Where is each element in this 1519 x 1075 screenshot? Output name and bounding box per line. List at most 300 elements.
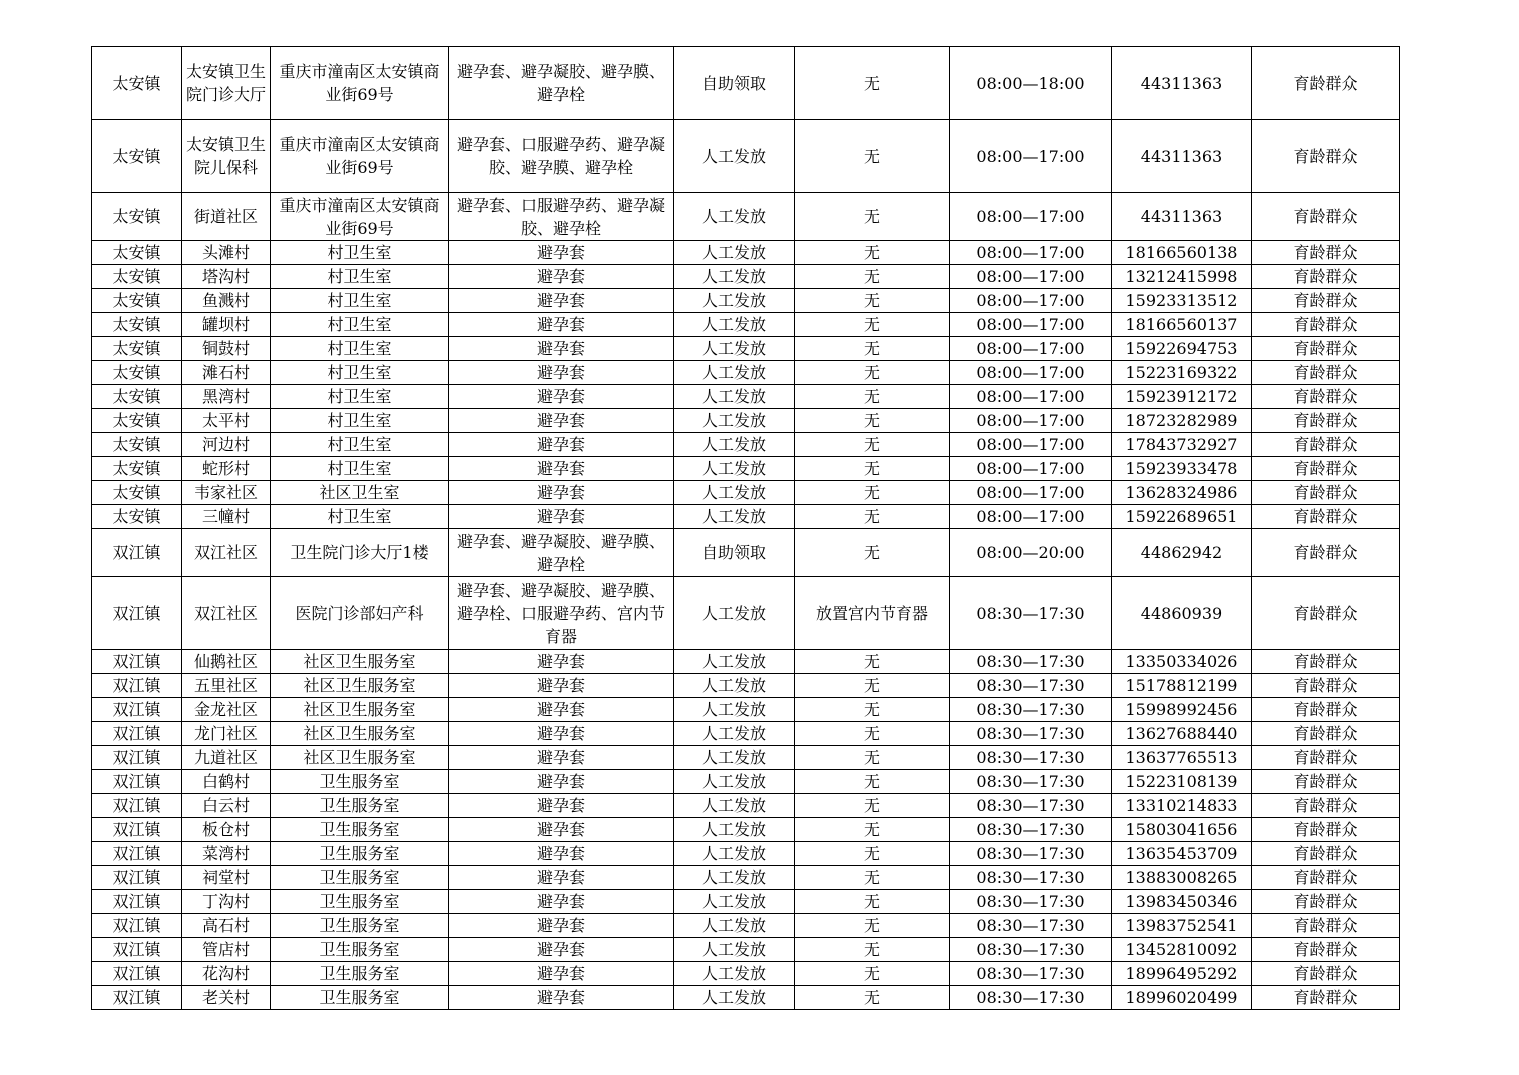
cell-target: 育龄群众: [1252, 746, 1400, 770]
cell-supplies: 避孕套: [449, 770, 674, 794]
cell-location: 卫生服务室: [271, 914, 449, 938]
cell-method: 人工发放: [674, 794, 795, 818]
cell-target: 育龄群众: [1252, 842, 1400, 866]
cell-service: 无: [795, 746, 950, 770]
cell-service: 无: [795, 866, 950, 890]
cell-hours: 08:00—17:00: [950, 385, 1112, 409]
cell-location: 社区卫生服务室: [271, 698, 449, 722]
cell-target: 育龄群众: [1252, 120, 1400, 193]
cell-hours: 08:30—17:30: [950, 674, 1112, 698]
cell-town: 双江镇: [92, 794, 182, 818]
table-row: [92, 770, 1400, 794]
cell-service: 无: [795, 289, 950, 313]
cell-supplies: 避孕套、口服避孕药、避孕凝胶、避孕栓: [449, 193, 674, 241]
cell-phone: 15178812199: [1112, 674, 1252, 698]
cell-service: 无: [795, 47, 950, 120]
cell-town: 太安镇: [92, 313, 182, 337]
cell-location: 卫生服务室: [271, 866, 449, 890]
cell-site: 白鹤村: [182, 770, 271, 794]
cell-location: 社区卫生服务室: [271, 650, 449, 674]
table-row: [92, 241, 1400, 265]
cell-target: 育龄群众: [1252, 650, 1400, 674]
cell-service: 无: [795, 770, 950, 794]
cell-method: 自助领取: [674, 529, 795, 577]
cell-location: 村卫生室: [271, 409, 449, 433]
cell-service: 无: [795, 337, 950, 361]
cell-hours: 08:30—17:30: [950, 770, 1112, 794]
cell-supplies: 避孕套: [449, 866, 674, 890]
table-row: [92, 289, 1400, 313]
table-row: [92, 746, 1400, 770]
cell-town: 双江镇: [92, 650, 182, 674]
cell-hours: 08:30—17:30: [950, 794, 1112, 818]
cell-target: 育龄群众: [1252, 457, 1400, 481]
cell-phone: 13452810092: [1112, 938, 1252, 962]
cell-site: 板仓村: [182, 818, 271, 842]
cell-supplies: 避孕套: [449, 938, 674, 962]
cell-phone: 44862942: [1112, 529, 1252, 577]
cell-supplies: 避孕套: [449, 890, 674, 914]
cell-site: 丁沟村: [182, 890, 271, 914]
cell-service: 无: [795, 361, 950, 385]
cell-town: 太安镇: [92, 433, 182, 457]
table-row: [92, 938, 1400, 962]
cell-target: 育龄群众: [1252, 361, 1400, 385]
cell-site: 太安镇卫生院门诊大厅: [182, 47, 271, 120]
cell-phone: 44860939: [1112, 577, 1252, 650]
cell-method: 人工发放: [674, 818, 795, 842]
cell-method: 人工发放: [674, 986, 795, 1010]
cell-phone: 18996020499: [1112, 986, 1252, 1010]
cell-target: 育龄群众: [1252, 986, 1400, 1010]
cell-site: 祠堂村: [182, 866, 271, 890]
cell-hours: 08:00—17:00: [950, 481, 1112, 505]
cell-hours: 08:30—17:30: [950, 650, 1112, 674]
cell-supplies: 避孕套: [449, 818, 674, 842]
cell-supplies: 避孕套: [449, 962, 674, 986]
cell-town: 太安镇: [92, 409, 182, 433]
cell-site: 老关村: [182, 986, 271, 1010]
cell-supplies: 避孕套、避孕凝胶、避孕膜、避孕栓: [449, 529, 674, 577]
cell-service: 无: [795, 409, 950, 433]
cell-town: 双江镇: [92, 938, 182, 962]
cell-supplies: 避孕套: [449, 914, 674, 938]
cell-service: 无: [795, 962, 950, 986]
cell-target: 育龄群众: [1252, 313, 1400, 337]
cell-method: 人工发放: [674, 337, 795, 361]
cell-site: 双江社区: [182, 529, 271, 577]
cell-target: 育龄群众: [1252, 794, 1400, 818]
cell-phone: 17843732927: [1112, 433, 1252, 457]
cell-method: 人工发放: [674, 938, 795, 962]
cell-target: 育龄群众: [1252, 433, 1400, 457]
cell-service: 无: [795, 481, 950, 505]
cell-hours: 08:00—17:00: [950, 457, 1112, 481]
cell-supplies: 避孕套、口服避孕药、避孕凝胶、避孕膜、避孕栓: [449, 120, 674, 193]
cell-location: 村卫生室: [271, 433, 449, 457]
cell-location: 重庆市潼南区太安镇商业街69号: [271, 47, 449, 120]
cell-phone: 15223169322: [1112, 361, 1252, 385]
cell-target: 育龄群众: [1252, 962, 1400, 986]
cell-supplies: 避孕套: [449, 746, 674, 770]
cell-site: 滩石村: [182, 361, 271, 385]
cell-site: 韦家社区: [182, 481, 271, 505]
cell-supplies: 避孕套: [449, 313, 674, 337]
cell-hours: 08:00—17:00: [950, 120, 1112, 193]
cell-town: 双江镇: [92, 914, 182, 938]
cell-phone: 13983752541: [1112, 914, 1252, 938]
cell-method: 人工发放: [674, 481, 795, 505]
cell-phone: 13627688440: [1112, 722, 1252, 746]
cell-town: 太安镇: [92, 193, 182, 241]
cell-method: 人工发放: [674, 746, 795, 770]
cell-town: 双江镇: [92, 722, 182, 746]
cell-method: 人工发放: [674, 770, 795, 794]
cell-service: 无: [795, 193, 950, 241]
cell-location: 社区卫生室: [271, 481, 449, 505]
cell-location: 村卫生室: [271, 385, 449, 409]
cell-phone: 15922694753: [1112, 337, 1252, 361]
cell-phone: 15922689651: [1112, 505, 1252, 529]
cell-service: 无: [795, 938, 950, 962]
cell-service: 无: [795, 674, 950, 698]
cell-supplies: 避孕套: [449, 481, 674, 505]
cell-town: 双江镇: [92, 770, 182, 794]
cell-method: 人工发放: [674, 193, 795, 241]
cell-hours: 08:00—17:00: [950, 265, 1112, 289]
cell-target: 育龄群众: [1252, 890, 1400, 914]
cell-location: 社区卫生服务室: [271, 746, 449, 770]
cell-supplies: 避孕套: [449, 241, 674, 265]
cell-phone: 13635453709: [1112, 842, 1252, 866]
table-row: [92, 650, 1400, 674]
distribution-table: [91, 46, 1400, 1010]
cell-target: 育龄群众: [1252, 674, 1400, 698]
cell-location: 卫生服务室: [271, 842, 449, 866]
cell-town: 太安镇: [92, 505, 182, 529]
cell-target: 育龄群众: [1252, 698, 1400, 722]
cell-supplies: 避孕套、避孕凝胶、避孕膜、避孕栓: [449, 47, 674, 120]
table-row: [92, 698, 1400, 722]
cell-method: 人工发放: [674, 577, 795, 650]
cell-phone: 15923933478: [1112, 457, 1252, 481]
cell-phone: 18723282989: [1112, 409, 1252, 433]
cell-supplies: 避孕套: [449, 674, 674, 698]
table-row: [92, 505, 1400, 529]
cell-service: 无: [795, 842, 950, 866]
cell-site: 五里社区: [182, 674, 271, 698]
cell-phone: 15803041656: [1112, 818, 1252, 842]
cell-target: 育龄群众: [1252, 289, 1400, 313]
table-row: [92, 265, 1400, 289]
cell-method: 人工发放: [674, 433, 795, 457]
cell-method: 自助领取: [674, 47, 795, 120]
cell-target: 育龄群众: [1252, 481, 1400, 505]
cell-method: 人工发放: [674, 457, 795, 481]
cell-hours: 08:30—17:30: [950, 962, 1112, 986]
cell-method: 人工发放: [674, 914, 795, 938]
cell-service: 无: [795, 818, 950, 842]
cell-town: 双江镇: [92, 890, 182, 914]
cell-phone: 13883008265: [1112, 866, 1252, 890]
cell-method: 人工发放: [674, 650, 795, 674]
cell-site: 黑湾村: [182, 385, 271, 409]
cell-location: 卫生服务室: [271, 938, 449, 962]
cell-target: 育龄群众: [1252, 577, 1400, 650]
table-row: [92, 385, 1400, 409]
cell-town: 太安镇: [92, 361, 182, 385]
cell-location: 村卫生室: [271, 313, 449, 337]
cell-phone: 44311363: [1112, 120, 1252, 193]
cell-town: 太安镇: [92, 265, 182, 289]
cell-hours: 08:30—17:30: [950, 986, 1112, 1010]
cell-service: 无: [795, 914, 950, 938]
cell-hours: 08:30—17:30: [950, 722, 1112, 746]
cell-method: 人工发放: [674, 890, 795, 914]
cell-target: 育龄群众: [1252, 529, 1400, 577]
cell-target: 育龄群众: [1252, 722, 1400, 746]
cell-site: 菜湾村: [182, 842, 271, 866]
cell-service: 无: [795, 385, 950, 409]
cell-hours: 08:30—17:30: [950, 842, 1112, 866]
cell-target: 育龄群众: [1252, 938, 1400, 962]
table-row: [92, 481, 1400, 505]
cell-target: 育龄群众: [1252, 47, 1400, 120]
cell-town: 双江镇: [92, 866, 182, 890]
cell-hours: 08:00—17:00: [950, 241, 1112, 265]
cell-hours: 08:00—18:00: [950, 47, 1112, 120]
cell-hours: 08:30—17:30: [950, 746, 1112, 770]
cell-town: 太安镇: [92, 385, 182, 409]
cell-site: 花沟村: [182, 962, 271, 986]
cell-town: 太安镇: [92, 289, 182, 313]
cell-location: 卫生服务室: [271, 794, 449, 818]
cell-location: 村卫生室: [271, 265, 449, 289]
cell-site: 双江社区: [182, 577, 271, 650]
table-row: [92, 313, 1400, 337]
cell-location: 卫生院门诊大厅1楼: [271, 529, 449, 577]
cell-service: 无: [795, 241, 950, 265]
cell-supplies: 避孕套: [449, 289, 674, 313]
cell-hours: 08:00—17:00: [950, 193, 1112, 241]
cell-town: 双江镇: [92, 674, 182, 698]
cell-service: 放置宫内节育器: [795, 577, 950, 650]
cell-hours: 08:30—17:30: [950, 890, 1112, 914]
cell-phone: 15923313512: [1112, 289, 1252, 313]
cell-site: 鱼溅村: [182, 289, 271, 313]
table-row: [92, 120, 1400, 193]
cell-method: 人工发放: [674, 962, 795, 986]
cell-location: 卫生服务室: [271, 890, 449, 914]
cell-site: 管店村: [182, 938, 271, 962]
cell-location: 医院门诊部妇产科: [271, 577, 449, 650]
cell-town: 太安镇: [92, 47, 182, 120]
cell-location: 卫生服务室: [271, 818, 449, 842]
cell-site: 九道社区: [182, 746, 271, 770]
cell-target: 育龄群众: [1252, 866, 1400, 890]
cell-location: 社区卫生服务室: [271, 722, 449, 746]
table-row: [92, 986, 1400, 1010]
cell-service: 无: [795, 986, 950, 1010]
cell-town: 双江镇: [92, 818, 182, 842]
cell-service: 无: [795, 505, 950, 529]
cell-location: 重庆市潼南区太安镇商业街69号: [271, 193, 449, 241]
table-row: [92, 890, 1400, 914]
cell-target: 育龄群众: [1252, 914, 1400, 938]
cell-supplies: 避孕套: [449, 409, 674, 433]
table-row: [92, 962, 1400, 986]
cell-supplies: 避孕套: [449, 433, 674, 457]
cell-target: 育龄群众: [1252, 409, 1400, 433]
cell-location: 社区卫生服务室: [271, 674, 449, 698]
cell-site: 龙门社区: [182, 722, 271, 746]
cell-hours: 08:30—17:30: [950, 698, 1112, 722]
table-row: [92, 361, 1400, 385]
cell-target: 育龄群众: [1252, 770, 1400, 794]
cell-town: 双江镇: [92, 577, 182, 650]
cell-hours: 08:00—17:00: [950, 313, 1112, 337]
cell-supplies: 避孕套: [449, 265, 674, 289]
cell-phone: 13310214833: [1112, 794, 1252, 818]
cell-town: 太安镇: [92, 481, 182, 505]
cell-method: 人工发放: [674, 674, 795, 698]
cell-method: 人工发放: [674, 361, 795, 385]
cell-location: 村卫生室: [271, 361, 449, 385]
cell-site: 蛇形村: [182, 457, 271, 481]
cell-service: 无: [795, 794, 950, 818]
cell-service: 无: [795, 265, 950, 289]
cell-phone: 44311363: [1112, 193, 1252, 241]
cell-supplies: 避孕套、避孕凝胶、避孕膜、避孕栓、口服避孕药、宫内节育器: [449, 577, 674, 650]
cell-hours: 08:00—17:00: [950, 361, 1112, 385]
cell-location: 村卫生室: [271, 289, 449, 313]
cell-town: 双江镇: [92, 962, 182, 986]
cell-town: 双江镇: [92, 842, 182, 866]
cell-town: 双江镇: [92, 529, 182, 577]
cell-method: 人工发放: [674, 265, 795, 289]
cell-phone: 18166560137: [1112, 313, 1252, 337]
cell-hours: 08:00—17:00: [950, 505, 1112, 529]
table-row: [92, 842, 1400, 866]
cell-supplies: 避孕套: [449, 385, 674, 409]
cell-site: 仙鹅社区: [182, 650, 271, 674]
cell-town: 双江镇: [92, 698, 182, 722]
cell-method: 人工发放: [674, 120, 795, 193]
table-row: [92, 529, 1400, 577]
cell-phone: 13628324986: [1112, 481, 1252, 505]
table-row: [92, 577, 1400, 650]
cell-service: 无: [795, 313, 950, 337]
cell-method: 人工发放: [674, 866, 795, 890]
cell-target: 育龄群众: [1252, 818, 1400, 842]
cell-town: 太安镇: [92, 337, 182, 361]
cell-location: 村卫生室: [271, 505, 449, 529]
table-row: [92, 47, 1400, 120]
table-body: [92, 47, 1400, 1010]
cell-target: 育龄群众: [1252, 241, 1400, 265]
cell-site: 太安镇卫生院儿保科: [182, 120, 271, 193]
cell-supplies: 避孕套: [449, 794, 674, 818]
table-row: [92, 866, 1400, 890]
cell-phone: 44311363: [1112, 47, 1252, 120]
cell-method: 人工发放: [674, 313, 795, 337]
cell-town: 双江镇: [92, 986, 182, 1010]
cell-town: 太安镇: [92, 457, 182, 481]
cell-hours: 08:30—17:30: [950, 938, 1112, 962]
cell-phone: 18166560138: [1112, 241, 1252, 265]
cell-town: 太安镇: [92, 120, 182, 193]
cell-target: 育龄群众: [1252, 385, 1400, 409]
cell-location: 重庆市潼南区太安镇商业街69号: [271, 120, 449, 193]
cell-hours: 08:00—17:00: [950, 409, 1112, 433]
cell-supplies: 避孕套: [449, 337, 674, 361]
cell-hours: 08:00—17:00: [950, 337, 1112, 361]
cell-phone: 18996495292: [1112, 962, 1252, 986]
cell-service: 无: [795, 722, 950, 746]
cell-supplies: 避孕套: [449, 842, 674, 866]
cell-service: 无: [795, 433, 950, 457]
cell-phone: 13637765513: [1112, 746, 1252, 770]
table-row: [92, 433, 1400, 457]
cell-service: 无: [795, 120, 950, 193]
cell-hours: 08:00—17:00: [950, 289, 1112, 313]
cell-supplies: 避孕套: [449, 361, 674, 385]
cell-location: 卫生服务室: [271, 770, 449, 794]
cell-location: 村卫生室: [271, 337, 449, 361]
cell-location: 卫生服务室: [271, 986, 449, 1010]
cell-method: 人工发放: [674, 722, 795, 746]
table-row: [92, 409, 1400, 433]
table-row: [92, 193, 1400, 241]
table-row: [92, 722, 1400, 746]
cell-service: 无: [795, 890, 950, 914]
cell-supplies: 避孕套: [449, 986, 674, 1010]
cell-site: 罐坝村: [182, 313, 271, 337]
cell-location: 村卫生室: [271, 241, 449, 265]
cell-supplies: 避孕套: [449, 505, 674, 529]
cell-phone: 15223108139: [1112, 770, 1252, 794]
cell-phone: 15923912172: [1112, 385, 1252, 409]
cell-town: 太安镇: [92, 241, 182, 265]
cell-town: 双江镇: [92, 746, 182, 770]
cell-hours: 08:00—20:00: [950, 529, 1112, 577]
cell-target: 育龄群众: [1252, 265, 1400, 289]
cell-site: 白云村: [182, 794, 271, 818]
cell-method: 人工发放: [674, 241, 795, 265]
cell-site: 街道社区: [182, 193, 271, 241]
cell-phone: 13212415998: [1112, 265, 1252, 289]
cell-site: 塔沟村: [182, 265, 271, 289]
cell-hours: 08:30—17:30: [950, 866, 1112, 890]
cell-site: 太平村: [182, 409, 271, 433]
cell-supplies: 避孕套: [449, 650, 674, 674]
cell-method: 人工发放: [674, 409, 795, 433]
cell-target: 育龄群众: [1252, 337, 1400, 361]
cell-site: 高石村: [182, 914, 271, 938]
cell-hours: 08:30—17:30: [950, 577, 1112, 650]
cell-method: 人工发放: [674, 385, 795, 409]
cell-phone: 13983450346: [1112, 890, 1252, 914]
table-row: [92, 337, 1400, 361]
cell-service: 无: [795, 457, 950, 481]
cell-location: 村卫生室: [271, 457, 449, 481]
cell-method: 人工发放: [674, 505, 795, 529]
cell-service: 无: [795, 529, 950, 577]
cell-site: 三幢村: [182, 505, 271, 529]
table-row: [92, 794, 1400, 818]
table-row: [92, 914, 1400, 938]
cell-supplies: 避孕套: [449, 457, 674, 481]
